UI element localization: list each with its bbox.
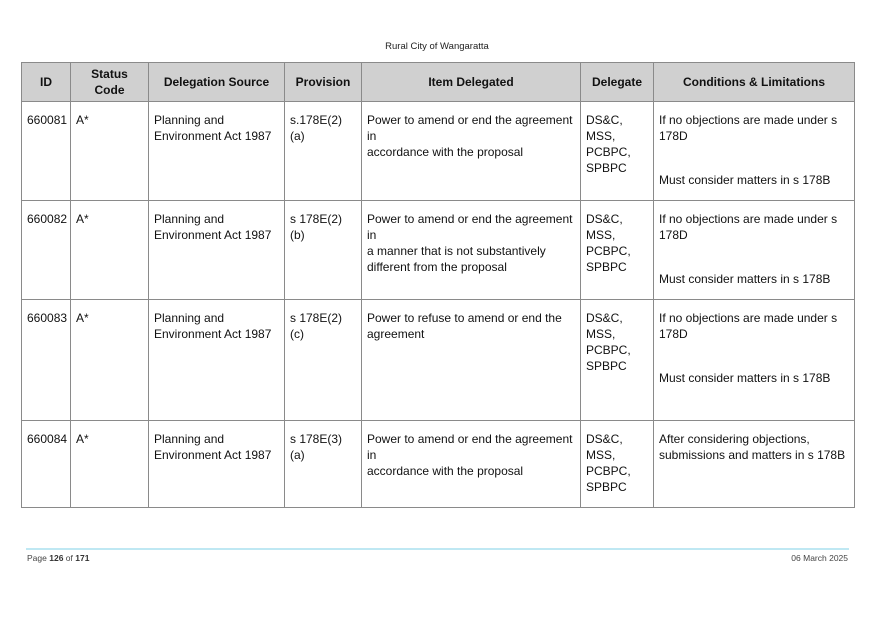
table-row	[22, 300, 855, 421]
cell-conditions: If no objections are made under s 178D Must consider matters in s 178B	[654, 102, 855, 201]
column-header-delegate: Delegate	[581, 63, 654, 102]
cell-id: 660081	[22, 102, 71, 201]
cell-delegate: DS&C, MSS, PCBPC, SPBPC	[581, 300, 654, 421]
cell-provision: s.178E(2)(a)	[285, 102, 362, 201]
cell-conditions: If no objections are made under s 178D Must consider matters in s 178B	[654, 201, 855, 300]
cell-item: Power to amend or end the agreement in accordance with the proposal	[362, 102, 581, 201]
table-header-row	[22, 63, 855, 102]
cell-source: Planning and Environment Act 1987	[149, 102, 285, 201]
cell-conditions: If no objections are made under s 178D Must consider matters in s 178B	[654, 300, 855, 421]
cell-item: Power to refuse to amend or end the agreement	[362, 300, 581, 421]
cell-status: A*	[71, 201, 149, 300]
column-header-id: ID	[22, 63, 71, 102]
cell-source: Planning and Environment Act 1987	[149, 421, 285, 508]
column-header-delegation-source: Delegation Source	[149, 63, 285, 102]
cell-id: 660082	[22, 201, 71, 300]
cell-provision: s 178E(2)(c)	[285, 300, 362, 421]
cell-delegate: DS&C, MSS, PCBPC, SPBPC	[581, 201, 654, 300]
cell-delegate: DS&C, MSS, PCBPC, SPBPC	[581, 102, 654, 201]
column-header-provision: Provision	[285, 63, 362, 102]
page-number: Page 126 of 171	[27, 553, 90, 563]
cell-provision: s 178E(2)(b)	[285, 201, 362, 300]
footer-divider	[26, 548, 849, 550]
cell-conditions: After considering objections, submissions and matters in s 178B	[654, 421, 855, 508]
cell-item: Power to amend or end the agreement in accordance with the proposal	[362, 421, 581, 508]
cell-status: A*	[71, 102, 149, 201]
cell-id: 660083	[22, 300, 71, 421]
cell-provision: s 178E(3)(a)	[285, 421, 362, 508]
delegation-table	[21, 62, 855, 508]
document-date: 06 March 2025	[791, 553, 848, 563]
cell-item: Power to amend or end the agreement in a manner that is not substantively different from the proposal	[362, 201, 581, 300]
cell-delegate: DS&C, MSS, PCBPC, SPBPC	[581, 421, 654, 508]
table-row	[22, 421, 855, 508]
cell-id: 660084	[22, 421, 71, 508]
column-header-item-delegated: Item Delegated	[362, 63, 581, 102]
column-header-status-code: Status Code	[71, 63, 149, 102]
cell-source: Planning and Environment Act 1987	[149, 300, 285, 421]
cell-source: Planning and Environment Act 1987	[149, 201, 285, 300]
column-header-conditions: Conditions & Limitations	[654, 63, 855, 102]
table-row	[22, 201, 855, 300]
cell-status: A*	[71, 421, 149, 508]
organization-name: Rural City of Wangaratta	[385, 41, 489, 52]
table-row	[22, 102, 855, 201]
cell-status: A*	[71, 300, 149, 421]
